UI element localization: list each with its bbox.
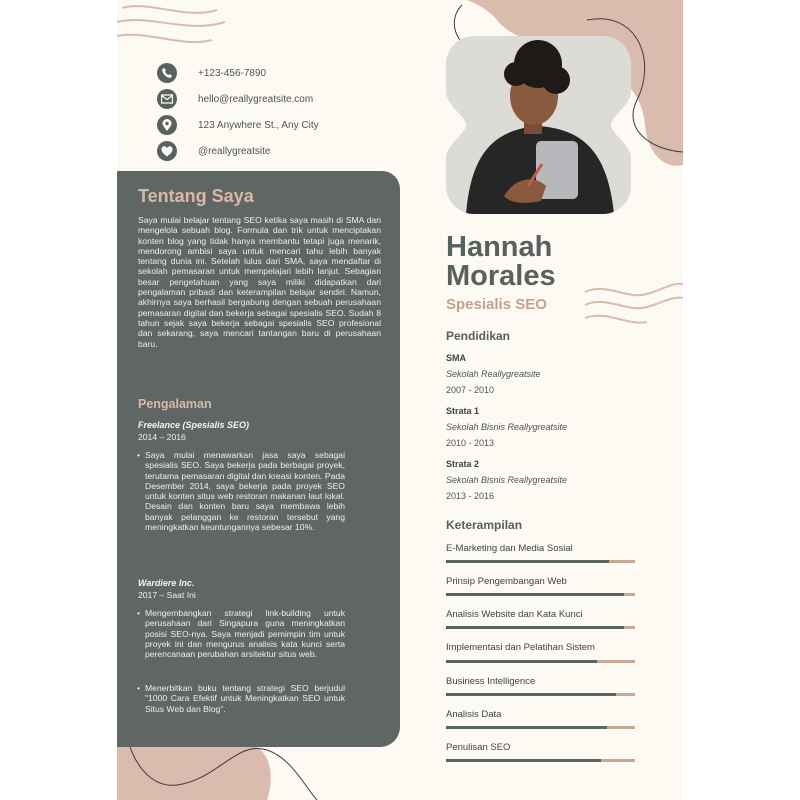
skill-bar — [446, 593, 635, 596]
skill-bar-fill — [446, 726, 607, 729]
education-school: Sekolah Bisnis Reallygreatsite — [446, 422, 568, 432]
phone-text: +123-456-7890 — [198, 67, 267, 79]
last-name: Morales — [446, 260, 556, 292]
skill-bar-fill — [446, 560, 609, 563]
skill-name: Prinsip Pengembangan Web — [446, 576, 567, 587]
phone-icon — [157, 63, 177, 83]
resume-page — [117, 0, 683, 800]
social-text: @reallygreatsite — [198, 145, 271, 157]
email-text: hello@reallygreatsite.com — [198, 93, 314, 105]
skill-name: Penulisan SEO — [446, 742, 511, 753]
skill-name: Implementasi dan Pelatihan Sistem — [446, 642, 595, 653]
education-school: Sekolah Reallygreatsite — [446, 369, 541, 379]
skill-name: E-Marketing dan Media Sosial — [446, 543, 573, 554]
skill-name: Analisis Data — [446, 709, 502, 720]
profile-photo — [446, 36, 631, 214]
education-years: 2013 - 2016 — [446, 491, 495, 501]
skill-bar — [446, 726, 635, 729]
job-bullet: • Saya mulai menawarkan jasa saya sebagai spesialis SEO. Saya bekerja pada berbagai proyek, terutama pemasaran digital dan kreasi konten. Pada Desember 2014, saya bekerja pada proyek SEO untuk konten situs web restoran makanan laut lokal. Desain dan konten baru saya membawa lebih banyak pelanggan ke restoran tersebut yang meningkatkan keuntungannya sebesar 10%. — [145, 450, 345, 532]
experience-title: Pengalaman — [138, 397, 212, 411]
skill-bar-fill — [446, 759, 601, 762]
education-degree: SMA — [446, 353, 466, 363]
about-title: Tentang Saya — [138, 186, 254, 206]
job-title: Freelance (Spesialis SEO) — [138, 420, 250, 430]
location-pin-icon — [157, 115, 177, 135]
skills-title: Keterampilan — [446, 518, 523, 532]
job-bullet: • Mengembangkan strategi link-building untuk perusahaan dari Singapura guna meningkatkan posisi SEO-nya. Saya menjadi pemimpin tim untuk proyek ini dan mengurus analisis kata kunci serta perencanaan perubahan arsitektur situs web. — [145, 608, 345, 659]
education-school: Sekolah Bisnis Reallygreatsite — [446, 475, 568, 485]
contact-social[interactable] — [157, 140, 270, 162]
skill-bar — [446, 626, 635, 629]
skill-bar — [446, 759, 635, 762]
education-degree: Strata 1 — [446, 406, 480, 416]
skill-name: Business Intelligence — [446, 676, 536, 687]
role-title: Spesialis SEO — [446, 296, 547, 313]
education-years: 2007 - 2010 — [446, 385, 495, 395]
skill-bar — [446, 693, 635, 696]
skill-bar — [446, 660, 635, 663]
skill-bar-fill — [446, 660, 597, 663]
job-period: 2017 – Saat Ini — [138, 590, 196, 600]
heart-icon — [157, 141, 177, 161]
contact-email[interactable] — [157, 88, 313, 110]
skill-bar — [446, 560, 635, 563]
education-degree: Strata 2 — [446, 459, 480, 469]
skill-bar-fill — [446, 593, 624, 596]
skill-bar-fill — [446, 626, 624, 629]
about-text: Saya mulai belajar tentang SEO ketika saya masih di SMA dan mengelola sebuah blog. Formula dan trik untuk menciptakan konten blog yang tidak hanya membantu tetapi juga menarik, mendorong ambisi saya untuk mencari tahu lebih banyak tentang dunia ini. Setelah lulus dari SMA, saya mendaftar di sekolah pemasaran untuk mempelajari lebih lanjut. Sebagian besar pengetahuan yang saya miliki didapatkan dari pengalaman pribadi dan keterampilan belajar sendiri. Namun, akhirnya saya berhasil bergabung dengan sebuah perusahaan pemasaran digital dan bekerja sebagai spesialis SEO. Sudah 8 tahun sejak saya bekerja sebagai spesialis SEO profesional dan sekarang, saya mencari tantangan baru di perusahaan baru. — [138, 215, 381, 349]
education-title: Pendidikan — [446, 329, 511, 343]
education-years: 2010 - 2013 — [446, 438, 495, 448]
contact-address — [157, 114, 319, 136]
skill-bar-fill — [446, 693, 616, 696]
skill-name: Analisis Website dan Kata Kunci — [446, 609, 583, 620]
contact-phone[interactable] — [157, 62, 266, 84]
first-name: Hannah — [446, 231, 553, 263]
job-period: 2014 – 2016 — [138, 432, 186, 442]
job-bullet: • Menerbitkan buku tentang strategi SEO berjudul "1000 Cara Efektif untuk Meningkatkan SEO untuk Situs Web dan Blog". — [145, 683, 345, 714]
mail-icon — [157, 89, 177, 109]
address-text: 123 Anywhere St., Any City — [198, 119, 319, 131]
job-title: Wardiere Inc. — [138, 578, 195, 588]
left-panel — [117, 171, 400, 747]
